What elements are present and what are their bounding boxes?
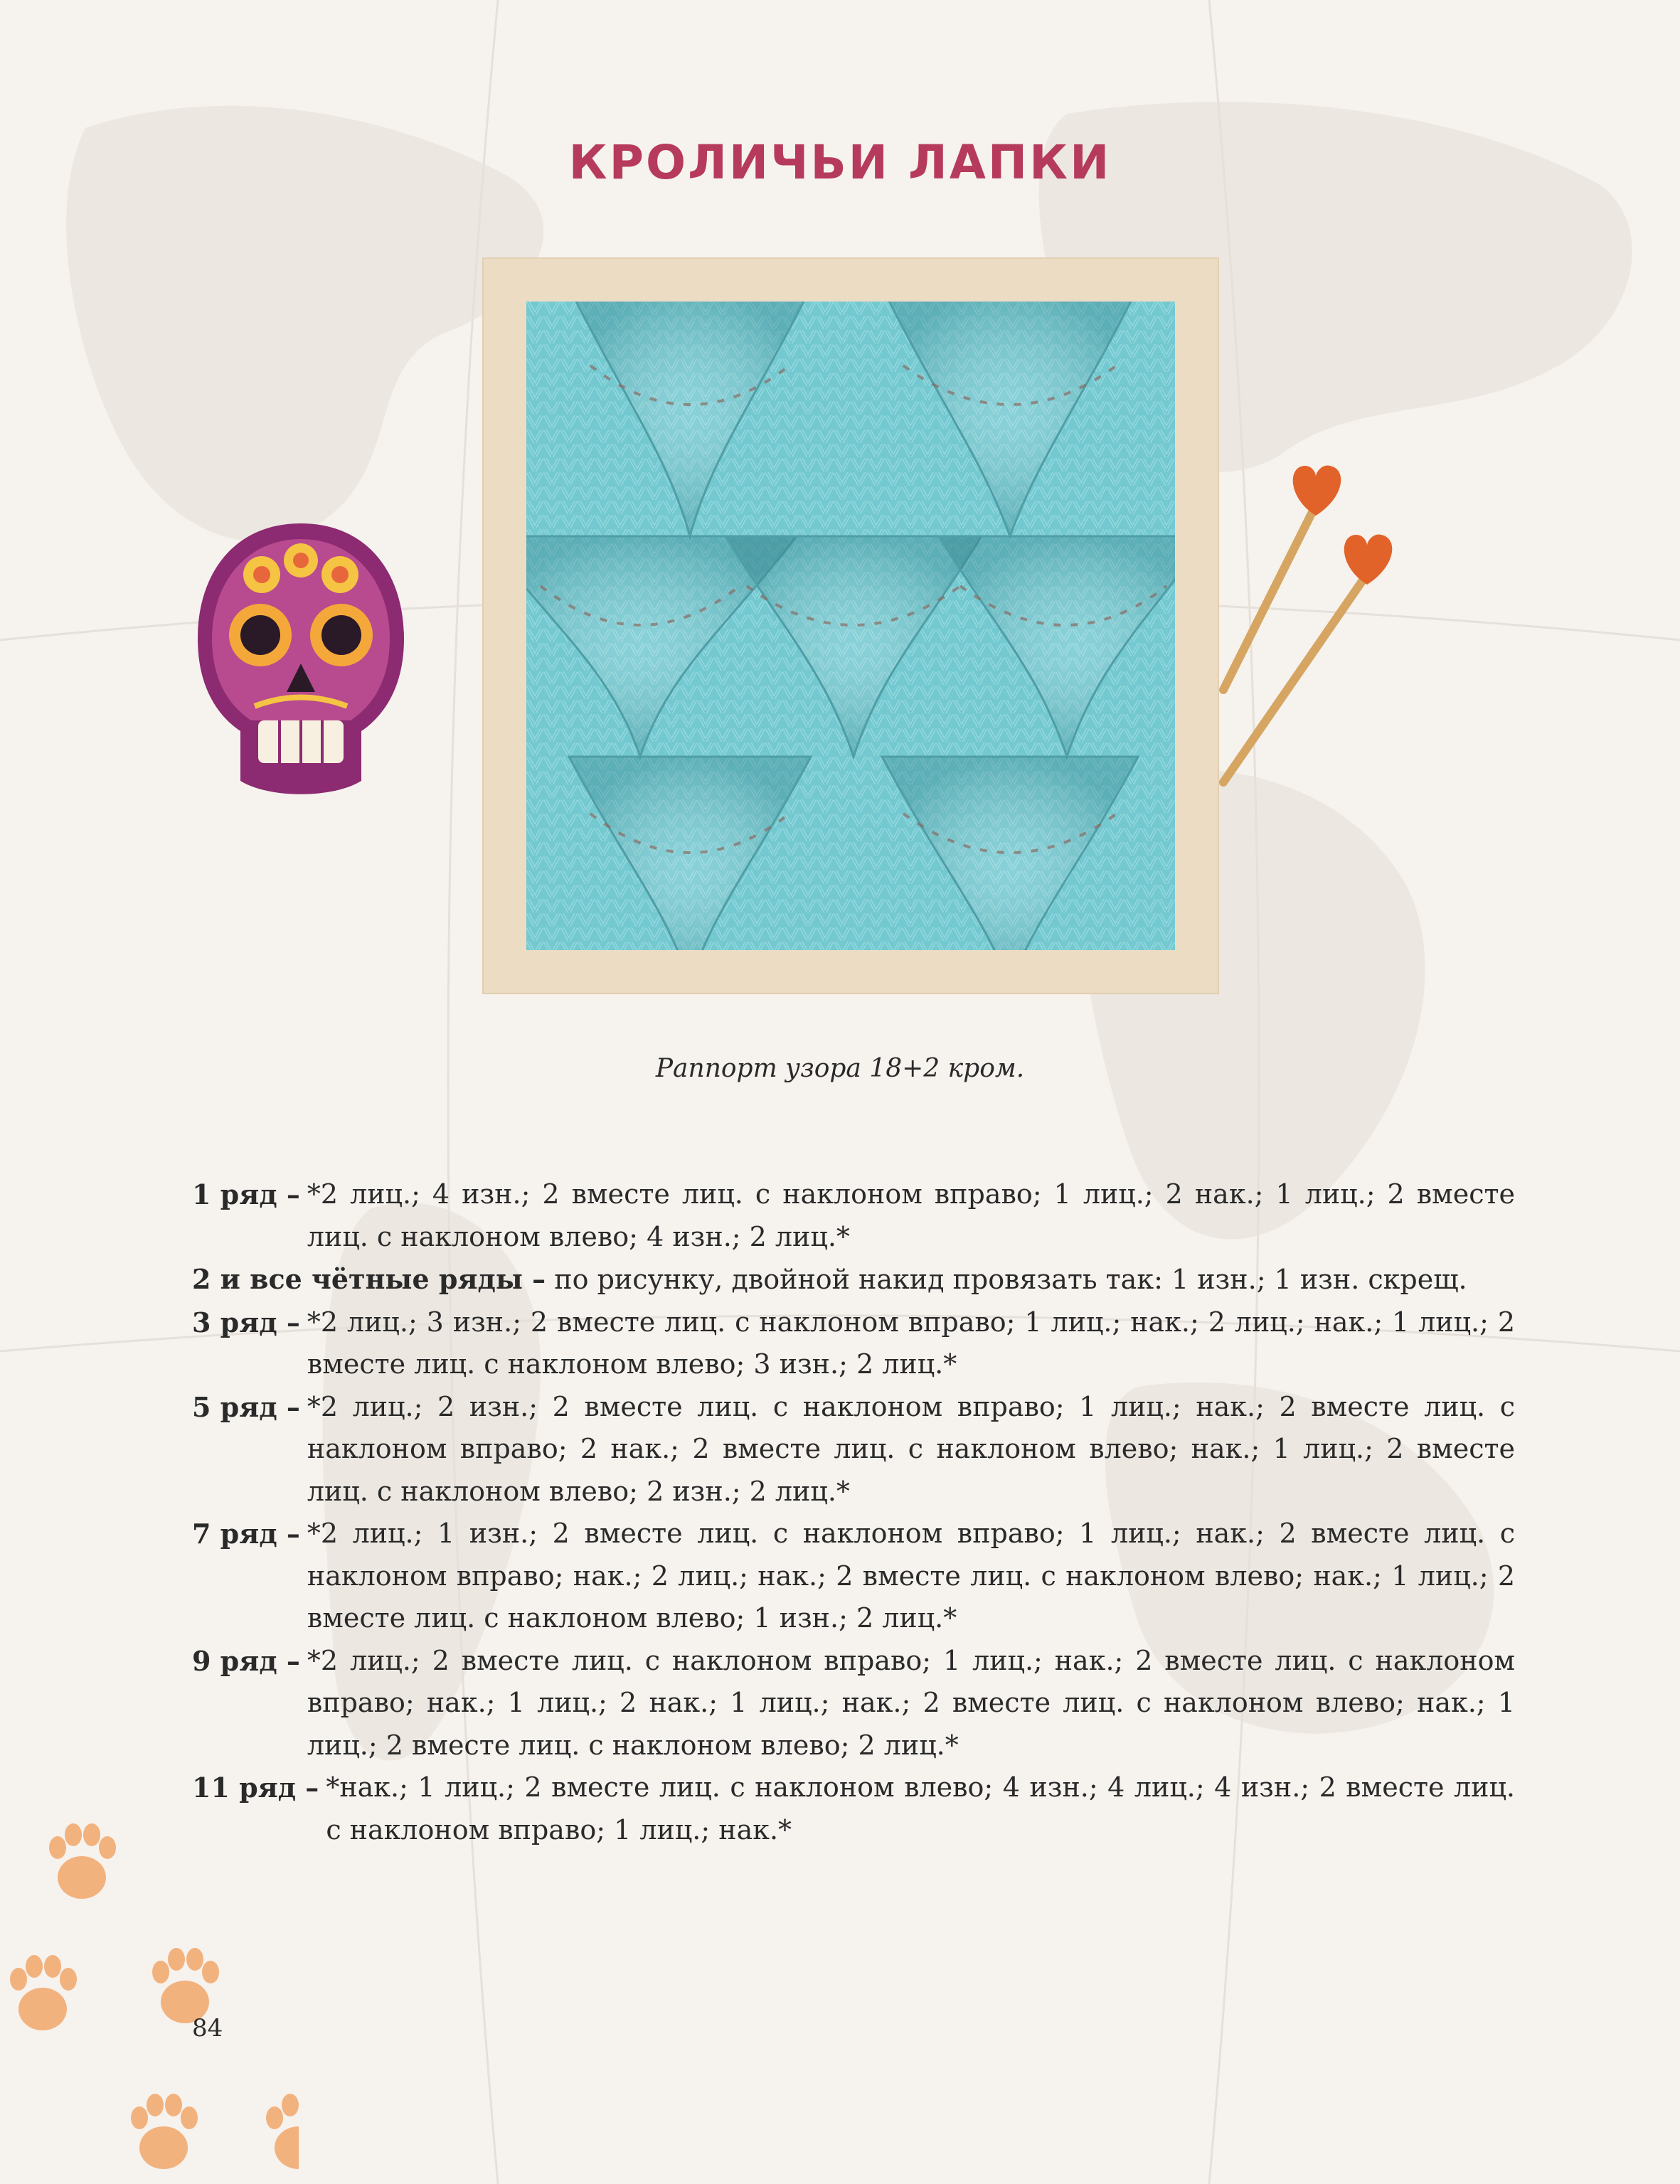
row-text: *2 лиц.; 4 изн.; 2 вместе лиц. с наклоном вправо; 1 лиц.; 2 нак.; 1 лиц.; 2 вместе лиц. с наклоном влево; 4 изн.; 2 лиц.* [307,1178,1515,1252]
row-label: 2 и все чётные ряды – [192,1263,546,1295]
knitting-needles-illustration [1209,455,1423,811]
knitting-instructions [192,1173,1515,1851]
row-instruction-7 [192,1513,1515,1640]
page-number: 84 [192,2014,223,2042]
row-label: 5 ряд – [192,1390,300,1423]
pattern-repeat-caption: Раппорт узора 18+2 кром. [655,1054,1025,1083]
row-instruction-3 [192,1301,1515,1386]
row-text: по рисунку, двойной накид провязать так: 1 изн.; 1 изн. скрещ. [554,1264,1467,1295]
knitting-sample-photo [526,302,1175,950]
page-title: КРОЛИЧЬИ ЛАПКИ [568,135,1112,190]
row-instruction-5 [192,1386,1515,1513]
row-label: 11 ряд – [192,1772,319,1804]
row-text: *нак.; 1 лиц.; 2 вместе лиц. с наклоном влево; 4 изн.; 4 лиц.; 4 изн.; 2 вместе лиц. с наклоном вправо; 1 лиц.; нак.* [326,1772,1515,1845]
sample-photo-frame [482,257,1219,994]
row-label: 7 ряд – [192,1518,300,1550]
row-text: *2 лиц.; 1 изн.; 2 вместе лиц. с наклоном вправо; 1 лиц.; нак.; 2 вместе лиц. с наклоном вправо; нак.; 2 лиц.; нак.; 2 вместе лиц. с наклоном влево; нак.; 1 лиц.; 2 вместе лиц. с наклоном влево; 1 изн.; 2 лиц.* [307,1518,1515,1634]
row-label: 9 ряд – [192,1644,300,1677]
row-instruction-11 [192,1767,1515,1851]
sugar-skull-illustration [191,518,411,802]
paw-prints-decoration [0,1792,299,2184]
row-instruction-1 [192,1173,1515,1258]
row-label: 3 ряд – [192,1306,300,1338]
row-text: *2 лиц.; 2 вместе лиц. с наклоном вправо; 1 лиц.; нак.; 2 вместе лиц. с наклоном вправо; нак.; 1 лиц.; 2 нак.; 1 лиц.; нак.; 2 вместе лиц. с наклоном влево; нак.; 1 лиц.; 2 вместе лиц. с наклоном влево; 2 лиц.* [307,1644,1515,1761]
row-label: 1 ряд – [192,1178,300,1210]
row-text: *2 лиц.; 3 изн.; 2 вместе лиц. с наклоном вправо; 1 лиц.; нак.; 2 лиц.; нак.; 1 лиц.; 2 вместе лиц. с наклоном влево; 3 изн.; 2 лиц.* [307,1306,1515,1380]
row-text: *2 лиц.; 2 изн.; 2 вместе лиц. с наклоном вправо; 1 лиц.; нак.; 2 вместе лиц. с наклоном вправо; 2 нак.; 2 вместе лиц. с наклоном влево; нак.; 1 лиц.; 2 вместе лиц. с наклоном влево; 2 изн.; 2 лиц.* [307,1390,1515,1507]
row-instruction-9 [192,1640,1515,1767]
row-instruction-even [192,1258,1515,1301]
